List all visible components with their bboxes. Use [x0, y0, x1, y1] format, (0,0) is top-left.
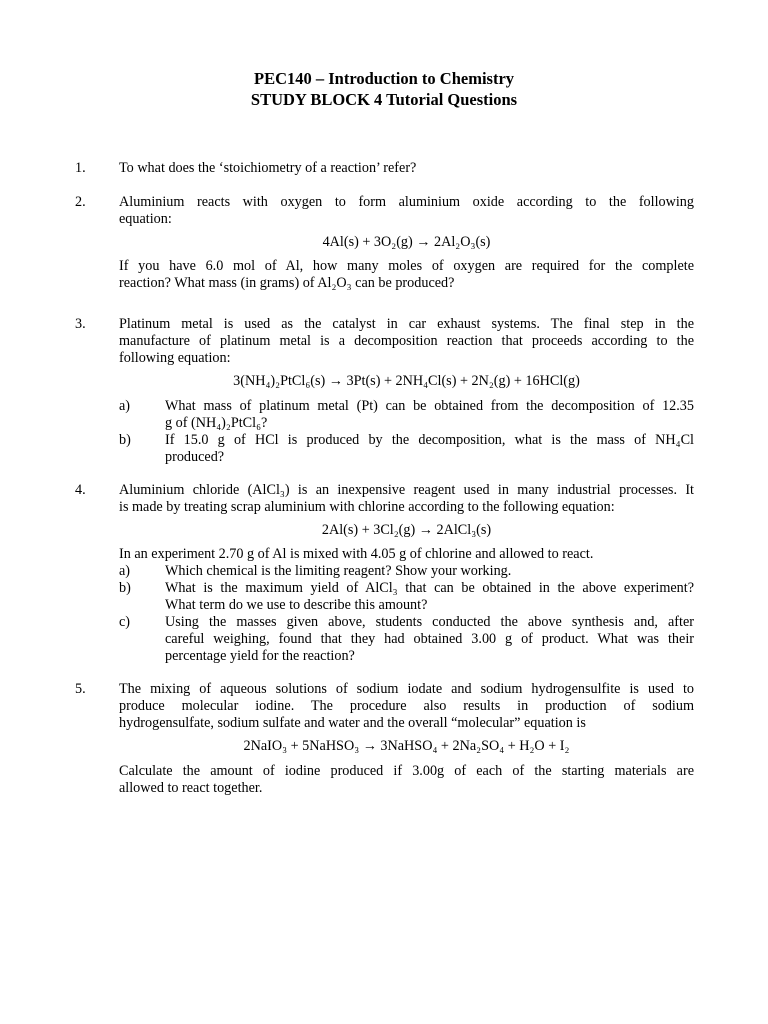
sub-question-text-line: Using the masses given above, students conducted the above synthesis and, after	[165, 614, 694, 630]
sub-question-text-line: What mass of platinum metal (Pt) can be obtained from the decomposition of 12.35	[165, 398, 694, 414]
sub-question-text-line: produced?	[165, 449, 225, 465]
question-text-line: produce molecular iodine. The procedure also results in production of sodium	[119, 698, 694, 714]
sub-question-label: a)	[119, 563, 131, 579]
question-number: 1.	[75, 160, 86, 176]
chemical-equation: 2Al(s) + 3Cl₂(g) → 2AlCl₃(s)	[321, 522, 492, 538]
question-number: 5.	[75, 681, 86, 697]
sub-question-label: c)	[119, 614, 131, 630]
tutorial-title: STUDY BLOCK 4 Tutorial Questions	[250, 90, 518, 109]
sub-question-text-line: percentage yield for the reaction?	[165, 648, 355, 664]
question-text-line: hydrogensulfate, sodium sulfate and water and the overall “molecular” equation is	[119, 715, 586, 731]
sub-question-text-line: What is the maximum yield of AlCl₃ that can be obtained in the above experiment?	[165, 580, 694, 596]
sub-question-text-line: g of (NH₄)₂PtCl₆?	[165, 415, 268, 431]
sub-question-text-line: If 15.0 g of HCl is produced by the decomposition, what is the mass of NH₄Cl	[165, 432, 694, 448]
question-text-line: equation:	[119, 211, 172, 227]
question-text-line: manufacture of platinum metal is a decomposition reaction that proceeds according to the	[119, 333, 694, 349]
question-text-line: Platinum metal is used as the catalyst in car exhaust systems. The final step in the	[119, 316, 694, 332]
question-number: 2.	[75, 194, 86, 210]
sub-question-text-line: What term do we use to describe this amount?	[165, 597, 428, 613]
question-number: 4.	[75, 482, 86, 498]
question-text-line: If you have 6.0 mol of Al, how many moles of oxygen are required for the complete	[119, 258, 694, 274]
question-text-line: following equation:	[119, 350, 231, 366]
sub-question-text-line: Which chemical is the limiting reagent? Show your working.	[165, 563, 512, 579]
question-text-line: The mixing of aqueous solutions of sodium iodate and sodium hydrogensulfite is used to	[119, 681, 694, 697]
question-text-line: In an experiment 2.70 g of Al is mixed with 4.05 g of chlorine and allowed to react.	[119, 546, 594, 562]
sub-question-label: b)	[119, 432, 131, 448]
chemical-equation: 2NaIO₃ + 5NaHSO₃ → 3NaHSO₄ + 2Na₂SO₄ + H₂O + I₂	[243, 738, 570, 754]
question-text-line: allowed to react together.	[119, 780, 263, 796]
question-text: To what does the ‘stoichiometry of a reaction’ refer?	[119, 160, 417, 176]
sub-question-text-line: careful weighing, found that they had obtained 3.00 g of product. What was their	[165, 631, 694, 647]
question-text-line: Aluminium reacts with oxygen to form aluminium oxide according to the following	[119, 194, 694, 210]
course-title: PEC140 – Introduction to Chemistry	[253, 69, 515, 88]
question-text-line: is made by treating scrap aluminium with chlorine according to the following equation:	[119, 499, 615, 515]
sub-question-label: b)	[119, 580, 131, 596]
sub-question-label: a)	[119, 398, 131, 414]
chemical-equation: 3(NH₄)₂PtCl₆(s) → 3Pt(s) + 2NH₄Cl(s) + 2N₂(g) + 16HCl(g)	[233, 373, 580, 389]
question-text-line: reaction? What mass (in grams) of Al₂O₃ can be produced?	[119, 275, 455, 291]
question-text-line: Aluminium chloride (AlCl₃) is an inexpensive reagent used in many industrial processes. It	[119, 482, 694, 498]
chemical-equation: 4Al(s) + 3O₂(g) → 2Al₂O₃(s)	[322, 234, 491, 250]
question-text-line: Calculate the amount of iodine produced if 3.00g of each of the starting materials are	[119, 763, 694, 779]
question-number: 3.	[75, 316, 86, 332]
